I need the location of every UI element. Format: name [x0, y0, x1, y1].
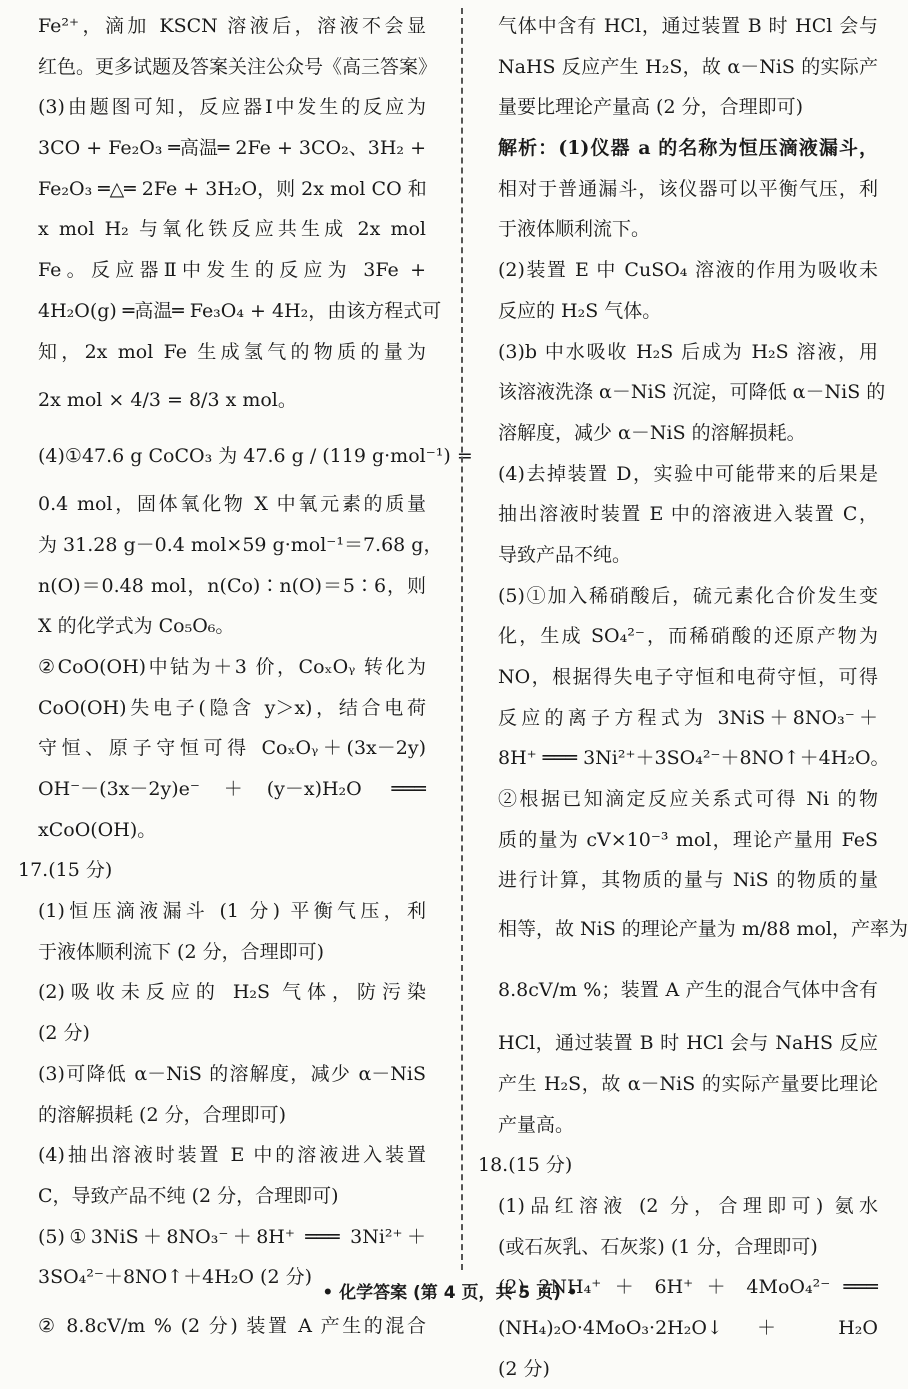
- left-text-line: 0.4 mol，固体氧化物 X 中氧元素的质量: [38, 493, 426, 516]
- left-text-line: xCoO(OH)。: [38, 818, 157, 841]
- left-text-line: 17.(15 分): [18, 859, 113, 882]
- right-text-line: 于液体顺利流下。: [498, 218, 651, 241]
- left-text-line: 3CO + Fe₂O₃ ═高温═ 2Fe + 3CO₂、3H₂ +: [38, 137, 426, 160]
- right-text-line: 化，生成 SO₄²⁻，而稀硝酸的还原产物为: [498, 625, 878, 648]
- column-divider: [461, 8, 463, 1270]
- right-text-line: (4)去掉装置 D，实验中可能带来的后果是: [498, 462, 878, 485]
- right-text-line: 产量高。: [498, 1113, 575, 1136]
- left-text-line: 于液体顺利流下 (2 分，合理即可): [38, 940, 324, 963]
- left-text-line: OH⁻－(3x－2y)e⁻＋(y－x)H₂O ═══: [38, 778, 426, 800]
- left-text-line: Fe²⁺，滴加 KSCN 溶液后，溶液不会显: [38, 15, 426, 37]
- left-text-line: 为 31.28 g－0.4 mol×59 g·mol⁻¹＝7.68 g，: [38, 533, 443, 556]
- right-text-line: HCl，通过装置 B 时 HCl 会与 NaHS 反应: [498, 1032, 878, 1055]
- left-text-line: Fe。反应器Ⅱ中发生的反应为 3Fe +: [38, 259, 426, 282]
- right-text-line: 产生 H₂S，故 α－NiS 的实际产量要比理论: [498, 1072, 878, 1095]
- right-text-line: NO，根据得失电子守恒和电荷守恒，可得: [498, 666, 878, 688]
- right-text-line: 该溶液洗涤 α－NiS 沉淀，可降低 α－NiS 的: [498, 381, 886, 404]
- left-text-line: ②CoO(OH)中钴为＋3 价，CoₓOᵧ 转化为: [38, 655, 426, 678]
- right-text-line: (2)装置 E 中 CuSO₄ 溶液的作用为吸收未: [498, 259, 878, 282]
- right-text-line: 抽出溶液时装置 E 中的溶液进入装置 C，: [498, 503, 878, 526]
- right-text-line: 8H⁺ ═══ 3Ni²⁺＋3SO₄²⁻＋8NO↑＋4H₂O。: [498, 747, 890, 770]
- right-text-line: (NH₄)₂O·4MoO₃·2H₂O↓ ＋ H₂O: [498, 1316, 878, 1339]
- left-text-line: (1)恒压滴液漏斗 (1 分) 平衡气压，利: [38, 900, 426, 923]
- left-text-line: CoO(OH)失电子(隐含 y＞x)，结合电荷: [38, 696, 426, 719]
- left-text-line: (2)吸收未反应的 H₂S 气体，防污染: [38, 981, 426, 1004]
- right-text-line: 18.(15 分): [478, 1154, 573, 1177]
- left-text-line: (5)①3NiS＋8NO₃⁻＋8H⁺ ═══ 3Ni²⁺＋: [38, 1225, 426, 1248]
- right-text-line: 导致产品不纯。: [498, 543, 632, 566]
- right-text-line: (或石灰乳、石灰浆) (1 分，合理即可): [498, 1235, 818, 1258]
- left-text-line: 的溶解损耗 (2 分，合理即可): [38, 1103, 286, 1126]
- right-text-line: (1)品红溶液 (2 分，合理即可) 氨水: [498, 1194, 878, 1217]
- left-text-line: 守恒、原子守恒可得 CoₓOᵧ＋(3x－2y): [38, 737, 426, 760]
- left-text-line: (3)由题图可知，反应器Ⅰ中发生的反应为: [38, 96, 426, 119]
- right-text-line: 解析：(1)仪器 a 的名称为恒压滴液漏斗，: [498, 137, 878, 160]
- left-text-line: (4)抽出溶液时装置 E 中的溶液进入装置: [38, 1144, 426, 1167]
- left-text-line: 2x mol × 4/3 = 8/3 x mol。: [38, 389, 297, 412]
- right-text-line: NaHS 反应产生 H₂S，故 α－NiS 的实际产: [498, 55, 878, 78]
- right-text-line: (3)b 中水吸收 H₂S 后成为 H₂S 溶液，用: [498, 340, 878, 363]
- left-text-line: 4H₂O(g) ═高温═ Fe₃O₄ + 4H₂，由该方程式可: [38, 299, 442, 322]
- left-text-line: 3SO₄²⁻＋8NO↑＋4H₂O (2 分): [38, 1266, 312, 1289]
- right-text-line: 相对于普通漏斗，该仪器可以平衡气压，利: [498, 177, 878, 200]
- right-text-line: 8.8cV/m %；装置 A 产生的混合气体中含有: [498, 979, 878, 1002]
- right-text-line: 进行计算，其物质的量与 NiS 的物质的量: [498, 869, 878, 892]
- right-text-line: 反应的 H₂S 气体。: [498, 299, 662, 322]
- left-text-line: n(O)＝0.48 mol，n(Co)∶n(O)＝5∶6，则: [38, 574, 426, 597]
- page-footer: • 化学答案 (第 4 页，共 5 页) •: [322, 1283, 578, 1303]
- right-text-line: 反应的离子方程式为 3NiS＋8NO₃⁻＋: [498, 706, 878, 729]
- left-text-line: ② 8.8cV/m % (2 分) 装置 A 产生的混合: [38, 1314, 426, 1337]
- left-text-line: (3)可降低 α－NiS 的溶解度，减少 α－NiS: [38, 1062, 426, 1085]
- left-text-line: (2 分): [38, 1022, 90, 1045]
- left-text-line: x mol H₂ 与氧化铁反应共生成 2x mol: [38, 218, 426, 241]
- left-text-line: (4)①47.6 g CoCO₃ 为 47.6 g / (119 g·mol⁻¹) =: [38, 445, 473, 468]
- right-column: [478, 6, 908, 1389]
- right-text-line: 气体中含有 HCl，通过装置 B 时 HCl 会与: [498, 15, 878, 37]
- left-text-line: 知，2x mol Fe 生成氢气的物质的量为: [38, 340, 426, 363]
- right-text-line: 相等，故 NiS 的理论产量为 m/88 mol，产率为: [498, 918, 908, 941]
- left-text-line: 红色。更多试题及答案关注公众号《高三答案》: [38, 55, 438, 78]
- right-text-line: (5)①加入稀硝酸后，硫元素化合价发生变: [498, 584, 878, 607]
- left-text-line: C，导致产品不纯 (2 分，合理即可): [38, 1184, 339, 1207]
- right-text-line: 量要比理论产量高 (2 分，合理即可): [498, 96, 803, 119]
- right-text-line: 质的量为 cV×10⁻³ mol，理论产量用 FeS: [498, 828, 878, 851]
- right-text-line: 溶解度，减少 α－NiS 的溶解损耗。: [498, 421, 806, 444]
- right-text-line: (2 分): [498, 1357, 550, 1380]
- left-text-line: Fe₂O₃ ═△═ 2Fe + 3H₂O，则 2x mol CO 和: [38, 177, 427, 200]
- right-text-line: ②根据已知滴定反应关系式可得 Ni 的物: [498, 788, 878, 811]
- left-text-line: X 的化学式为 Co₅O₆。: [38, 615, 235, 638]
- right-text-line: (2) 2NH₄⁺ ＋ 6H⁺ ＋ 4MoO₄²⁻ ═══: [498, 1276, 878, 1299]
